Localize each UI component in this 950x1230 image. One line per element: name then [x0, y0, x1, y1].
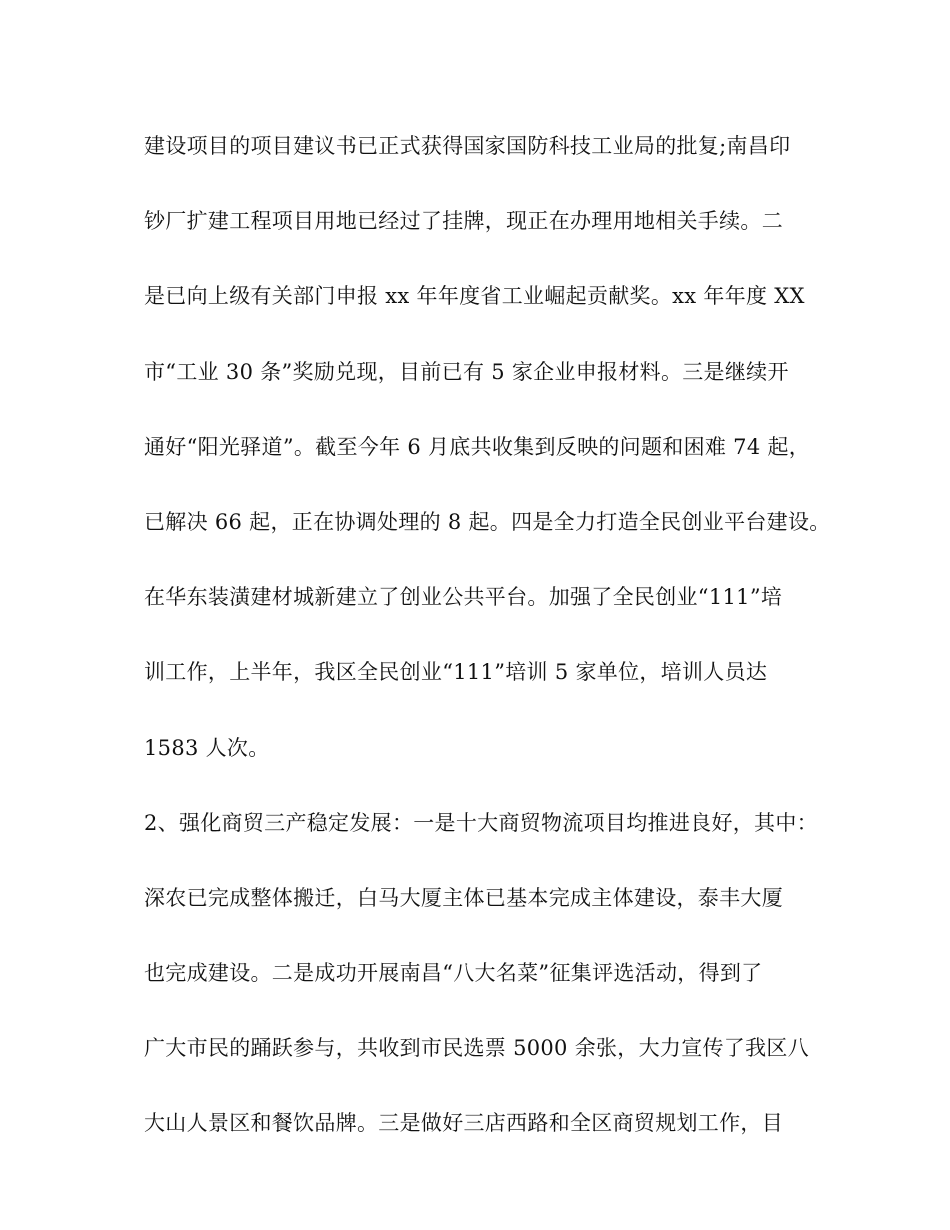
text-line: 钞厂扩建工程项目用地已经过了挂牌，现正在办理用地相关手续。二	[144, 209, 783, 234]
text-line: 1583 人次。	[144, 735, 270, 760]
text-line: 训工作，上半年，我区全民创业“111”培训 5 家单位，培训人员达	[144, 660, 768, 685]
text-line: 在华东装潢建材城新建立了创业公共平台。加强了全民创业“111”培	[144, 585, 783, 610]
text-line: 深农已完成整体搬迁，白马大厦主体已基本完成主体建设，泰丰大厦	[144, 885, 783, 910]
text-line: 2、强化商贸三产稳定发展：一是十大商贸物流项目均推进良好，其中：	[144, 810, 818, 835]
text-line: 也完成建设。二是成功开展南昌“八大名菜”征集评选活动，得到了	[144, 961, 763, 986]
text-line: 广大市民的踊跃参与，共收到市民选票 5000 余张，大力宣传了我区八	[144, 1036, 809, 1061]
text-line: 通好“阳光驿道”。截至今年 6 月底共收集到反映的问题和困难 74 起，	[144, 434, 811, 459]
text-line: 是已向上级有关部门申报 xx 年年度省工业崛起贡献奖。xx 年年度 XX	[144, 284, 805, 309]
text-line: 大山人景区和餐饮品牌。三是做好三店西路和全区商贸规划工作，目	[144, 1111, 783, 1136]
body-text	[144, 120, 834, 1173]
text-line: 市“工业 30 条”奖励兑现，目前已有 5 家企业申报材料。三是继续开	[144, 359, 789, 384]
text-line: 已解决 66 起，正在协调处理的 8 起。四是全力打造全民创业平台建设。	[144, 509, 831, 534]
text-line: 建设项目的项目建议书已正式获得国家国防科技工业局的批复;南昌印	[144, 134, 791, 158]
